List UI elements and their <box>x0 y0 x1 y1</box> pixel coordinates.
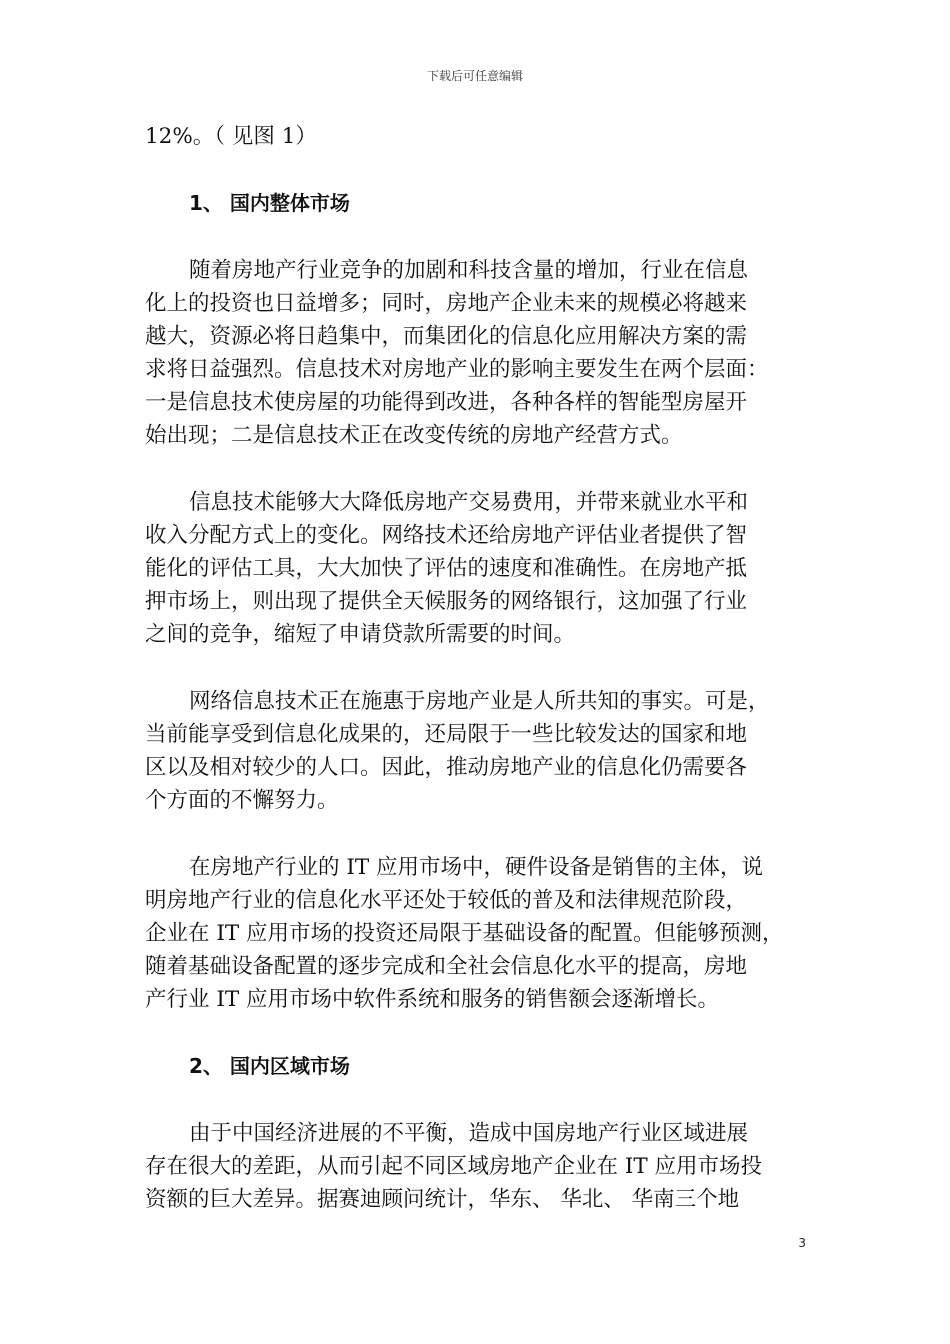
text-line: 由于中国经济进展的不平衡，造成中国房地产行业区域进展 <box>189 1121 749 1146</box>
paragraph-3 <box>145 685 809 817</box>
paragraph-1 <box>145 254 809 452</box>
section-heading-2: 2、 国内区域市场 <box>189 1054 350 1078</box>
text-line: 在房地产行业的 IT 应用市场中，硬件设备是销售的主体，说 <box>189 855 764 880</box>
text-line: 随着房地产行业竞争的加剧和科技含量的增加，行业在信息 <box>189 258 749 283</box>
text-line: 能化的评估工具，大大加快了评估的速度和准确性。在房地产抵 <box>145 556 748 581</box>
text-line: 求将日益强烈。信息技术对房地产业的影响主要发生在两个层面： <box>145 357 769 382</box>
text-line: 产行业 IT 应用市场中软件系统和服务的销售额会逐渐增长。 <box>145 987 720 1012</box>
text-line: 个方面的不懈努力。 <box>145 788 339 813</box>
paragraph-4 <box>145 851 809 1016</box>
text-line: 企业在 IT 应用市场的投资还局限于基础设备的配置。但能够预测， <box>145 921 784 946</box>
text-line: 网络信息技术正在施惠于房地产业是人所共知的事实。可是， <box>189 689 770 714</box>
paragraph-2 <box>145 486 809 651</box>
text-line: 化上的投资也日益增多；同时，房地产企业未来的规模必将越来 <box>145 291 748 316</box>
text-line: 明房地产行业的信息化水平还处于较低的普及和法律规范阶段， <box>145 888 748 913</box>
text-line: 存在很大的差距，从而引起不同区域房地产企业在 IT 应用市场投 <box>145 1154 763 1179</box>
text-line: 之间的竞争，缩短了申请贷款所需要的时间。 <box>145 622 576 647</box>
text-line: 收入分配方式上的变化。网络技术还给房地产评估业者提供了智 <box>145 523 748 548</box>
document-body <box>145 120 809 1216</box>
text-line: 押市场上，则出现了提供全天候服务的网络银行，这加强了行业 <box>145 589 748 614</box>
text-line: 一是信息技术使房屋的功能得到改进，各种各样的智能型房屋开 <box>145 390 748 415</box>
text-line: 越大，资源必将日趋集中，而集团化的信息化应用解决方案的需 <box>145 324 748 349</box>
text-line: 资额的巨大差异。据赛迪顾问统计，华东、 华北、 华南三个地 <box>145 1187 740 1212</box>
text-line: 当前能享受到信息化成果的，还局限于一些比较发达的国家和地 <box>145 722 748 747</box>
paragraph-5 <box>145 1117 809 1216</box>
page-number: 3 <box>798 1236 806 1250</box>
page-header-note: 下载后可任意编辑 <box>426 69 523 83</box>
text-line: 随着基础设备配置的逐步完成和全社会信息化水平的提高，房地 <box>145 954 748 979</box>
opening-line: 12%。（ 见图 1） <box>145 124 317 149</box>
section-heading-1: 1、 国内整体市场 <box>189 191 350 215</box>
text-line: 始出现；二是信息技术正在改变传统的房地产经营方式。 <box>145 423 683 448</box>
text-line: 信息技术能够大大降低房地产交易费用，并带来就业水平和 <box>189 490 749 515</box>
text-line: 区以及相对较少的人口。因此，推动房地产业的信息化仍需要各 <box>145 755 748 780</box>
